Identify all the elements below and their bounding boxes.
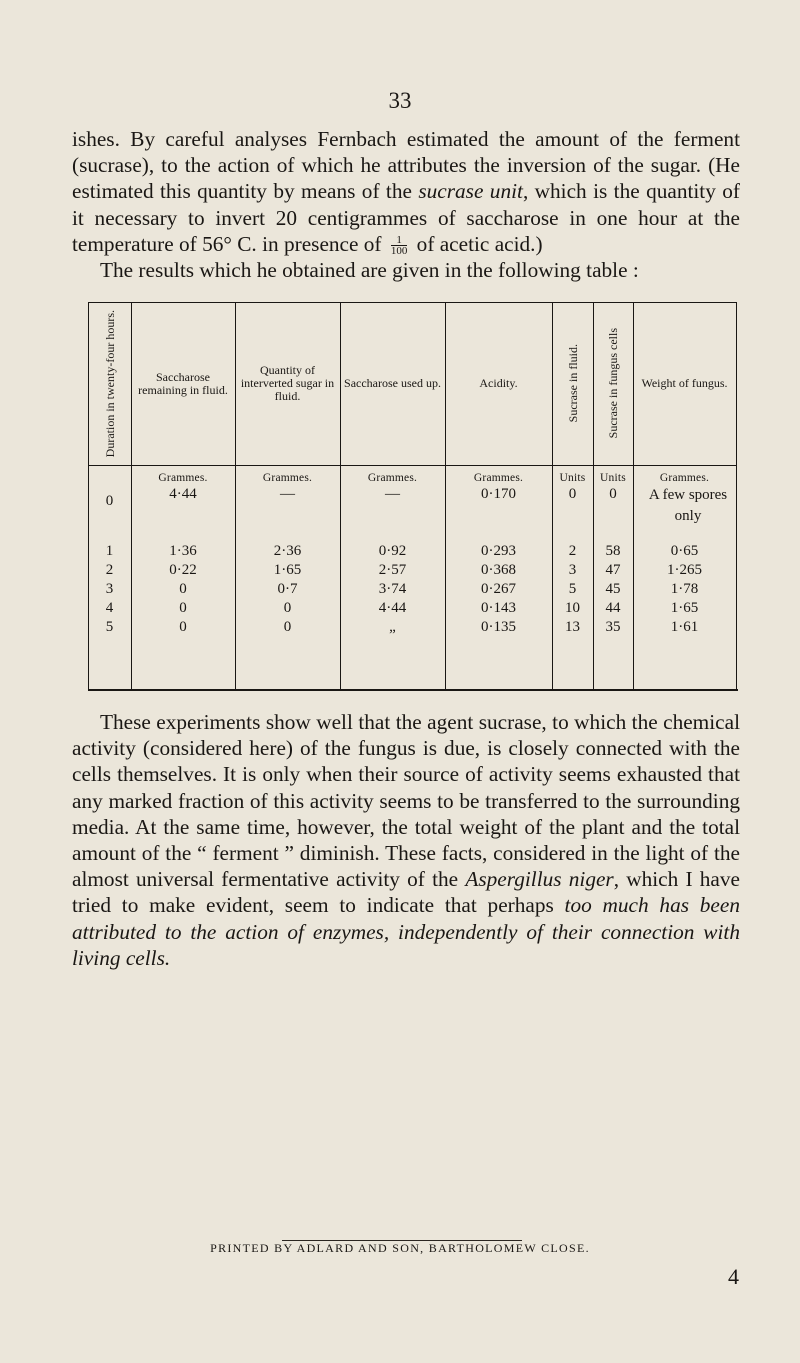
printer-imprint: PRINTED BY ADLARD AND SON, BARTHOLOMEW CLOSE. xyxy=(210,1241,590,1255)
table-cell: 2·36 xyxy=(273,543,302,559)
table-cell: — xyxy=(385,486,400,502)
results-table xyxy=(88,302,738,692)
unit-label: Grammes. xyxy=(659,472,710,484)
intro-paragraph-1: ishes. By careful analyses Fernbach estimated the amount of the ferment (sucrase), to the action of which he attributes the inversion of the sugar. (He estimated this quantity by means of the sucrase unit, which is the quantity of it necessary to invert 20 centigrammes of saccharose in one hour at the temperature of 56° C. in presence of $\frac{1}{100}$ of acetic acid.) xyxy=(72,127,740,258)
signature-mark: 4 xyxy=(728,1264,739,1289)
table-cell: 3 xyxy=(568,562,577,578)
table-cell: 5 xyxy=(568,581,577,597)
table-cell: 1·61 xyxy=(670,619,699,635)
table-cell: 0 xyxy=(179,600,187,616)
table-cell: 35 xyxy=(605,619,621,635)
table-cell: 0 xyxy=(283,600,292,616)
table-cell: 13 xyxy=(565,619,580,635)
table-cell: A few spores only xyxy=(648,487,728,524)
header-saccharose-used: Saccharose used up. xyxy=(344,376,441,390)
header-acidity: Acidity. xyxy=(479,376,518,390)
header-interverted-sugar: Quantity of interverted sugar in fluid. xyxy=(240,363,335,403)
table-cell: 0 xyxy=(179,619,187,635)
table-cell: 0·92 xyxy=(378,543,407,559)
table-cell: — xyxy=(280,486,295,502)
table-cell: 0·7 xyxy=(277,581,298,597)
unit-label: Grammes. xyxy=(262,472,313,484)
table-cell: 0·143 xyxy=(481,600,516,616)
intro-text xyxy=(72,126,740,283)
table-cell: 0·65 xyxy=(670,543,699,559)
table-cell: 1·36 xyxy=(169,543,197,559)
table-cell: 3 xyxy=(105,581,114,597)
table-cell: 0·135 xyxy=(481,619,516,635)
unit-label: Grammes. xyxy=(473,472,524,484)
table-cell: 0 xyxy=(609,486,617,502)
conclusion-paragraph: These experiments show well that the agent sucrase, to which the chemical activity (considered here) of the fungus is due, is closely connected with the cells themselves. It is only when their source of activity seems exhausted that any marked fraction of this activity seems to be transferred to the surrounding media. At the same time, however, the total weight of the plant and the total amount of the “ ferment ” diminish. These facts, considered in the light of the almost universal fermentative activity of the Aspergillus niger, which I have tried to make evident, seem to indicate that perhaps too much has been attributed to the action of enzymes, independently of their connection with living cells. xyxy=(72,710,740,970)
header-weight: Weight of fungus. xyxy=(641,376,728,390)
unit-label: Units xyxy=(600,472,626,484)
unit-label: Grammes. xyxy=(158,472,208,484)
table-cell: 1·65 xyxy=(273,562,302,578)
table-cell: 5 xyxy=(105,619,114,635)
table-cell: 45 xyxy=(605,581,621,597)
table-cell: 0·368 xyxy=(481,562,516,578)
table-cell: „ xyxy=(389,619,396,635)
table-cell: 0·293 xyxy=(481,543,516,559)
sucrase-unit-term: sucrase unit xyxy=(418,179,523,204)
table-cell: 4·44 xyxy=(378,600,407,616)
unit-label: Units xyxy=(559,472,586,484)
table-cell: 47 xyxy=(605,562,621,578)
table-cell: 0 xyxy=(283,619,292,635)
table-cell: 4 xyxy=(105,600,114,616)
intro-paragraph-2: The results which he obtained are given in the following table : xyxy=(100,258,639,283)
table-cell: 0·267 xyxy=(481,581,516,597)
table-cell: 2 xyxy=(105,562,114,578)
header-sucrase-fluid: Sucrase in fluid. xyxy=(565,344,580,423)
table-cell: 1·65 xyxy=(670,600,699,616)
table-cell: 0 xyxy=(179,581,187,597)
table-cell: 1·78 xyxy=(670,581,699,597)
table-cell: 1·265 xyxy=(667,562,702,578)
page-number: 33 xyxy=(388,88,412,113)
header-duration: Duration in twenty-four hours. xyxy=(102,309,117,458)
table-cell: 4·44 xyxy=(169,486,197,502)
table-cell: 58 xyxy=(605,543,621,559)
table-cell: 0 xyxy=(568,486,577,502)
table-cell: 1 xyxy=(105,543,114,559)
conclusion-text xyxy=(72,709,740,971)
table-cell: 0·22 xyxy=(169,562,197,578)
header-sucrase-cells: Sucrase in fungus cells xyxy=(606,328,620,439)
emphasis-text: too much has been attributed to the action of enzymes, independently of their connection with living cells. xyxy=(72,893,740,970)
table-cell: 2 xyxy=(568,543,577,559)
table-cell: 2·57 xyxy=(378,562,407,578)
fraction: $\frac{1}{100}$ xyxy=(390,234,408,258)
table-cell: 10 xyxy=(565,600,580,616)
header-rule xyxy=(88,465,736,466)
table-cell: 3·74 xyxy=(378,581,407,597)
table-cell: 0 xyxy=(105,493,114,509)
table-cell: 0·170 xyxy=(481,486,516,502)
header-saccharose-remaining: Saccharose remaining in fluid. xyxy=(138,369,228,397)
species-name: Aspergillus niger xyxy=(465,867,614,892)
table-cell: 44 xyxy=(605,600,621,616)
unit-label: Grammes. xyxy=(367,472,418,484)
